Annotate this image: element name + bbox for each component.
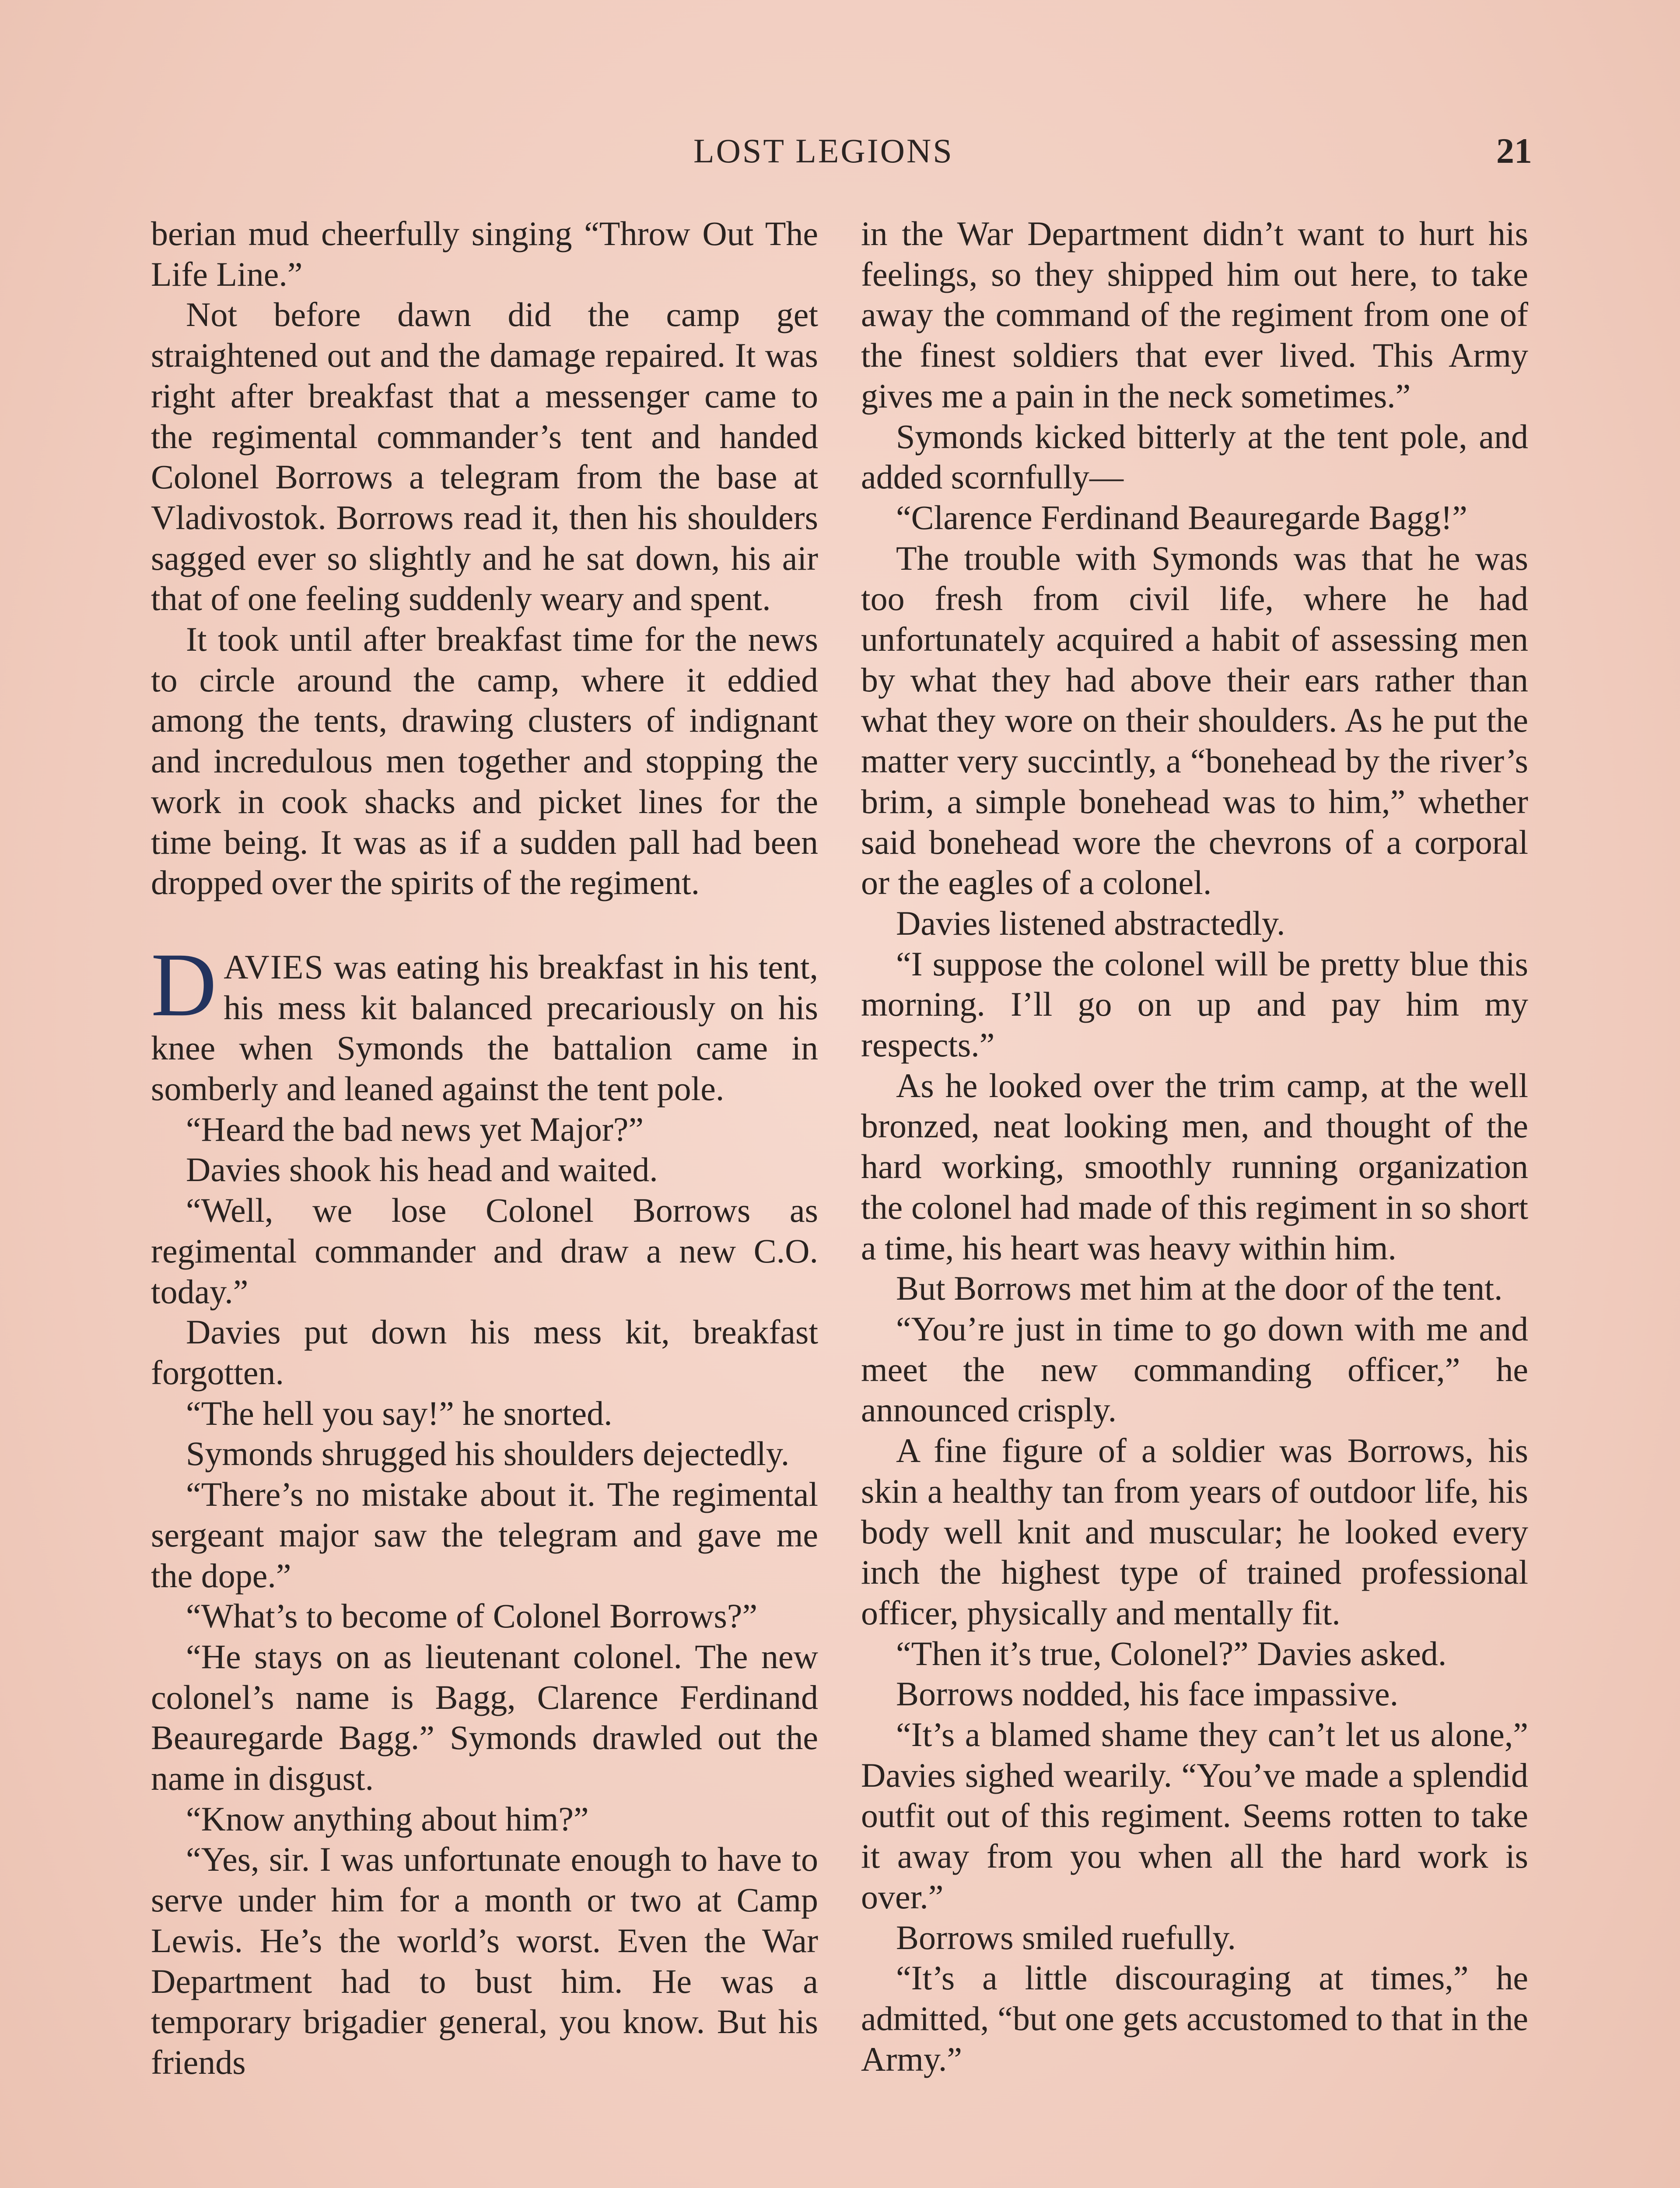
paragraph: “Clarence Ferdinand Beauregarde Bagg!”: [896, 498, 1467, 536]
paragraph: Davies listened abstractedly.: [896, 904, 1285, 942]
paragraph: “The hell you say!” he snorted.: [186, 1394, 612, 1432]
paragraph: It took until after breakfast time for the news to circle around the camp, where it eddied among the tents, drawing clusters of indignant and incredulous men together and stopping the work in cook shacks and picket lines for the time being. It was as if a sudden pall had been dropped over the spirits of the regiment.: [151, 620, 818, 902]
paragraph: in the War Department didn’t want to hurt his feelings, so they shipped him out here, to take away the command of the regiment from one of the finest soldiers that ever lived. This Army gives me a pain in the neck sometimes.”: [861, 214, 1528, 415]
paragraph: “Heard the bad news yet Major?”: [186, 1110, 644, 1148]
left-column: [151, 214, 818, 2083]
paragraph: As he looked over the trim camp, at the well bronzed, neat looking men, and thought of the hard working, smoothly running organization the colonel had made of this regiment in so short a time, his heart was heavy within him.: [861, 1066, 1528, 1267]
paragraph: Symonds kicked bitterly at the tent pole, and added scornfully—: [861, 417, 1528, 496]
paragraph: Davies put down his mess kit, breakfast forgotten.: [151, 1313, 818, 1392]
paragraph: Symonds shrugged his shoulders dejectedly.: [186, 1434, 790, 1473]
paragraph: “Know anything about him?”: [186, 1799, 589, 1838]
paragraph: Borrows nodded, his face impassive.: [896, 1675, 1399, 1713]
paragraph: “Well, we lose Colonel Borrows as regimental commander and draw a new C.O. today.”: [151, 1191, 818, 1311]
paragraph-text: was eating his breakfast in his tent, his mess kit balanced precariously on his knee when Symonds the battalion came in somberly and leaned against the tent pole.: [151, 947, 818, 1108]
lead-in-word: AVIES: [224, 947, 324, 986]
paragraph: The trouble with Symonds was that he was too fresh from civil life, where he had unfortunately acquired a habit of assessing men by what they had above their ears rather than what they wore on their shoulders. As he put the matter very succintly, a “bonehead by the river’s brim, a simple bonehead was to him,” whether said bonehead wore the chevrons of a corporal or the eagles of a colonel.: [861, 539, 1528, 902]
paragraph: Not before dawn did the camp get straightened out and the damage repaired. It was right after breakfast that a messenger came to the regimental commander’s tent and handed Colonel Borrows a telegram from the base at Vladivostok. Borrows read it, then his shoulders sagged ever so slightly and he sat down, his air that of one feeling suddenly weary and spent.: [151, 295, 818, 618]
paragraph: “You’re just in time to go down with me and meet the new commanding officer,” he announced crisply.: [861, 1309, 1528, 1429]
section-opening-paragraph: [151, 934, 818, 1109]
paragraph: “What’s to become of Colonel Borrows?”: [186, 1597, 758, 1635]
paragraph: A fine figure of a soldier was Borrows, his skin a healthy tan from years of outdoor life, his body well knit and muscular; he looked every inch the highest type of trained professional officer, physically and mentally fit.: [861, 1431, 1528, 1632]
drop-cap: D: [151, 934, 217, 1035]
paragraph: Davies shook his head and waited.: [186, 1150, 658, 1189]
paragraph: berian mud cheerfully singing “Throw Out The Life Line.”: [151, 214, 818, 293]
paragraph: “Yes, sir. I was unfortunate enough to have to serve under him for a month or two at Camp Lewis. He’s the world’s worst. Even the War Department had to bust him. He was a temporary brigadier general, you know. But his friends: [151, 1840, 818, 2081]
paragraph: Borrows smiled ruefully.: [896, 1918, 1236, 1957]
paragraph: “It’s a little discouraging at times,” he admitted, “but one gets accustomed to that in the Army.”: [861, 1959, 1528, 2078]
paragraph: “It’s a blamed shame they can’t let us alone,” Davies sighed wearily. “You’ve made a splendid outfit out of this regiment. Seems rotten to take it away from you when all the hard work is over.”: [861, 1715, 1528, 1916]
page-number: 21: [1496, 131, 1532, 171]
paragraph: “Then it’s true, Colonel?” Davies asked.: [896, 1634, 1447, 1673]
paragraph: But Borrows met him at the door of the tent.: [896, 1269, 1503, 1308]
running-head: LOST LEGIONS: [693, 132, 954, 170]
paragraph: “I suppose the colonel will be pretty blue this morning. I’ll go on up and pay him my respects.”: [861, 944, 1528, 1064]
right-column: [861, 214, 1528, 2079]
paragraph: “He stays on as lieutenant colonel. The new colonel’s name is Bagg, Clarence Ferdinand Beauregarde Bagg.” Symonds drawled out the name in disgust.: [151, 1637, 818, 1798]
paragraph: “There’s no mistake about it. The regimental sergeant major saw the telegram and gave me the dope.”: [151, 1475, 818, 1595]
